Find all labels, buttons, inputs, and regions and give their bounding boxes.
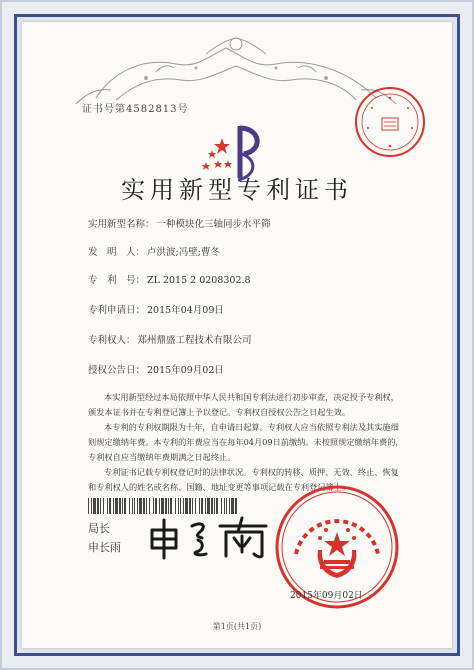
- field-utility-name: [88, 216, 271, 230]
- field-label: 发 明 人：: [88, 247, 146, 258]
- field-application-date: [88, 302, 224, 316]
- chief-name: 申长雨: [88, 541, 121, 554]
- issue-date: 2015年09月02日: [290, 591, 363, 601]
- body-paragraph: 本实用新型经过本局依照中华人民共和国专利法进行初步审查，决定授予专利权，颁发本证书并在专利登记簿上予以登记。专利权自授权公告之日起生效。: [88, 392, 399, 417]
- field-patentee: [88, 332, 252, 346]
- field-value: 2015年04月09日: [147, 305, 224, 316]
- field-value: 2015年09月02日: [147, 365, 224, 376]
- field-value: 卢洪波;冯壁;曹冬: [147, 247, 220, 258]
- body-paragraph: 专利证书记载专利权登记时的法律状况。专利权的转移、质押、无效、终止、恢复和专利权人的姓名或名称、国籍、地址变更等事项记载在专利登记簿上。: [88, 467, 399, 492]
- field-grant-date: [88, 362, 224, 376]
- page-title: 实用新型专利证书: [121, 176, 353, 204]
- certificate-paper: [22, 22, 452, 648]
- field-label: 专利权人：: [88, 335, 136, 346]
- field-label: 授权公告日：: [88, 365, 146, 376]
- field-value: ZL 2015 2 0208302.8: [147, 275, 251, 286]
- field-label: 实用新型名称：: [88, 219, 155, 230]
- field-value: 一种模块化三轴同步水平筛: [156, 219, 271, 230]
- body-paragraph: 本专利的专利权期限为十年，自申请日起算。专利权人应当依照专利法及其实施细则规定缴纳年费。本专利的年费应当在每年04月09日前缴纳。未按照规定缴纳年费的，专利权自应当缴纳年费期满之日起终止。: [88, 422, 404, 462]
- field-value: 郑州鼎盛工程技术有限公司: [137, 335, 252, 346]
- seal-top-icon: [352, 84, 428, 160]
- field-label: 专 利 号：: [88, 275, 146, 286]
- field-label: 专利申请日：: [88, 305, 146, 316]
- certificate-number: 证书号第4582813号: [82, 104, 189, 115]
- handwritten-signature-icon: [142, 512, 282, 562]
- chief-title: 局长: [88, 522, 110, 535]
- certificate-body: [88, 390, 406, 495]
- field-patent-number: [88, 272, 251, 286]
- page-number: 第1页(共1页): [212, 622, 262, 631]
- field-inventors: [88, 244, 220, 258]
